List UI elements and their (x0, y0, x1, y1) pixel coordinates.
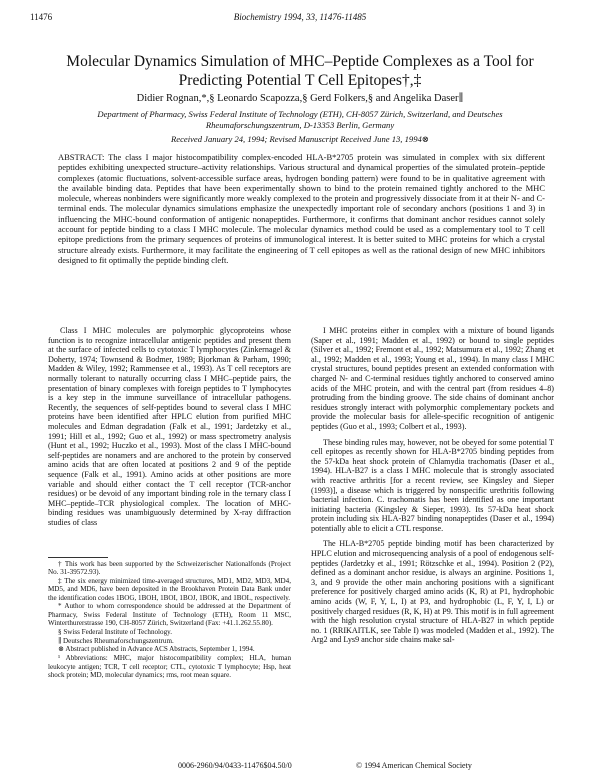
journal-citation: Biochemistry 1994, 33, 11476-11485 (233, 12, 367, 22)
article-title: Molecular Dynamics Simulation of MHC–Peptide Complexes as a Tool for Predicting Potential T Cell Epitopes†,‡ (66, 53, 534, 89)
footnote: ¹ Abbreviations: MHC, major histocompatibility complex; HLA, human leukocyte antigen; TCR, T cell receptor; CTL, cytotoxic T lymphocyte; Hsp, heat shock protein; MD, molecular dynamics; rms, root mean square. (48, 654, 291, 679)
footnote: † This work has been supported by the Schweizerischer Nationalfonds (Project No. 31-39572.93). (48, 560, 291, 577)
footnote: § Swiss Federal Institute of Technology. (58, 627, 172, 636)
left-column (48, 326, 291, 527)
footnote: * Author to whom correspondence should be addressed at the Department of Pharmacy, Swiss Federal Institute of Technology (ETH), Room 11 MSC, Winterthurerstrasse 190, CH-8057 Zürich, Switzerland (Fax: +41.1.262.55.80). (48, 602, 291, 628)
footnote: ∥ Deutsches Rheumaforschungszentrum. (58, 636, 174, 645)
abstract-label: ABSTRACT: (58, 152, 105, 162)
page-footer (30, 761, 570, 773)
copyright: © 1994 American Chemical Society (356, 761, 472, 770)
author-list: Didier Rognan,*,§ Leonardo Scapozza,§ Gerd Folkers,§ and Angelika Daser∥ (136, 93, 464, 104)
page-number: 11476 (30, 12, 53, 22)
body-paragraph: Class I MHC molecules are polymorphic glycoproteins whose function is to recognize intracellular antigenic peptides and present them at the surface of infected cells to cytotoxic T lymphocytes (Zinkernagel & Doherty, 1974; Townsend & Bodmer, 1989; Bjorkman & Parham, 1990; Madden & Wiley, 1992; Rammensee et al., 1993). As T cell receptors are normally tolerant to naturally occurring class I MHC–peptide pairs, the presentation of binary complexes with foreign peptides to T lymphocytes is a key step in the immune surveillance of intracellular pathogens. Recently, the sequences of self-peptides bound to several class I MHC proteins have been identified after HPLC elution from purified MHC molecules and Edman degradation (Falk et al., 1991; Jardetzky et al., 1991; Hill et al., 1992; Guo et al., 1992) or mass spectrometry analysis (Hunt et al., 1992; Huczko et al., 1993). Most of the class I MHC-bound self-peptides are nonamers and are anchored to the protein by conserved amino acids that are often located at positions 2 and 9 of the peptide sequence (Falk et al., 1991). Amino acids at other positions are more variable and should either contact the T cell receptor (TCR-anchor residues) or be devoid of any important binding role in the ternary class I MHC–peptide–TCR physiological complex. The location of MHC-binding residues was unambiguously determined by X-ray diffraction studies of class (48, 326, 291, 527)
footnote-divider (48, 557, 108, 558)
received-dates: Received January 24, 1994; Revised Manuscript Received June 13, 1994⊗ (171, 134, 429, 144)
article-code: 0006-2960/94/0433-11476$04.50/0 (178, 761, 292, 770)
body-paragraph: These binding rules may, however, not be obeyed for some potential T cell epitopes as recently shown for HLA-B*2705 binding peptides from the 57-kDa heat shock protein of Chlamydia trachomatis (Daser et al., 1994). HLA-B27 is a class I MHC molecule that is strongly associated with reactive arthritis [for a recent review, see Kingsley and Sieper (1993)], a disease which is triggered by nonspecific urethritis following bacterial infection. C. trachomatis has been identified as one important initiating bacteria (Kingsley & Sieper, 1993). Its 57-kDa heat shock protein including six HLA-B27 binding nonapeptides (Daser et al., 1994) potentially able to elicit a CTL response. (311, 437, 554, 533)
abstract-text: The class I major histocompatibility complex-encoded HLA-B*2705 protein was simulated in complex with six different peptides exhibiting unexpected structure–activity relationships. Various structural and dynamical properties of the simulated protein–peptide complexes (atomic fluctuations, solvent-accessible surface areas, hydrogen bonding pattern) were found to be in qualitative agreement with the available binding data. Peptides that have been experimentally shown to bind to the protein remained tightly anchored to the MHC molecule, whereas nonbinders were significantly more weakly complexed to the protein and progressively dissociate from it at their N- and C-terminal ends. The molecular dynamics simulations emphasize the unexpectedly important role of secondary anchors (positions 1 and 3) in influencing the MHC-bound conformation of antigenic nonapeptides. Furthermore, it confirms that dominant anchor residues cannot solely account for peptide binding to a class I MHC molecule. The molecular dynamics method could be used as a complementary tool to T cell epitope predictions from the primary sequences of proteins of immunological interest. It is better suited to MHC proteins for which a crystal structure already exists. Furthermore, it may facilitate the engineering of T cell epitopes as well as the rational design of new MHC inhibitors designed to fit optimally the peptide binding cleft. (58, 152, 545, 265)
abstract (58, 152, 545, 265)
running-header (30, 12, 570, 26)
body-paragraph: The HLA-B*2705 peptide binding motif has been characterized by HPLC elution and microsequencing analysis of a pool of endogenous self-peptides (Jardetzky et al., 1991; Rötzschke et al., 1994). Position 2 (P2), defined as a dominant anchor residue, is always an arginine. Positions 1, 3, and 9 provide the other main anchoring positions with a significant preference for positively charged amino acids (K, R) at P1, hydrophobic amino acids (W, F, Y, L, I) at P3, and hydrophobic (L, F, Y, I, L) or positively charged residues (R, K, H) at P9. This motif is in full agreement with the high resolution crystal structure of HLA-B27 in which peptide no. 1 (RRIKAITLK, see Table I) was modeled (Madden et al., 1992). The Arg2 and Lys9 anchor side chains make sal- (311, 539, 554, 645)
right-column (311, 326, 554, 645)
footnote: ⊗ Abstract published in Advance ACS Abstracts, September 1, 1994. (58, 645, 255, 654)
footnotes (48, 560, 291, 680)
affiliation: Department of Pharmacy, Swiss Federal Institute of Technology (ETH), CH-8057 Zürich, Switzerland, and Deutsches Rheumaforschungszentrum, D-13353 Berlin, Germany (97, 109, 503, 130)
footnote: ‡ The six energy minimized time-averaged structures, MD1, MD2, MD3, MD4, MD5, and MD6, have been deposited in the Brookhaven Protein Data Bank under the identification codes 1BOG, 1BOH, 1BOI, 1BOJ, 1BOK, and 1BOL, respectively. (48, 577, 291, 602)
body-paragraph: I MHC proteins either in complex with a mixture of bound ligands (Saper et al., 1991; Madden et al., 1992) or bound to single peptides (Silver et al., 1992; Fremont et al., 1992; Matsumura et al., 1992; Zhang et al., 1992; Madden et al., 1993; Young et al., 1994). In many class I MHC crystal structures, bound peptides present an extended conformation with charged N- and C-terminal residues tightly anchored to conserved amino acids of the MHC protein, and with the central part (from residues 4–8) protruding from the binding groove. The side chains of dominant anchor residues strongly interact with polymorphic complementary pockets and provide the molecular basis for allele-specific recognition of antigenic peptides (Guo et al., 1993; Colbert et al., 1993). (311, 326, 554, 431)
